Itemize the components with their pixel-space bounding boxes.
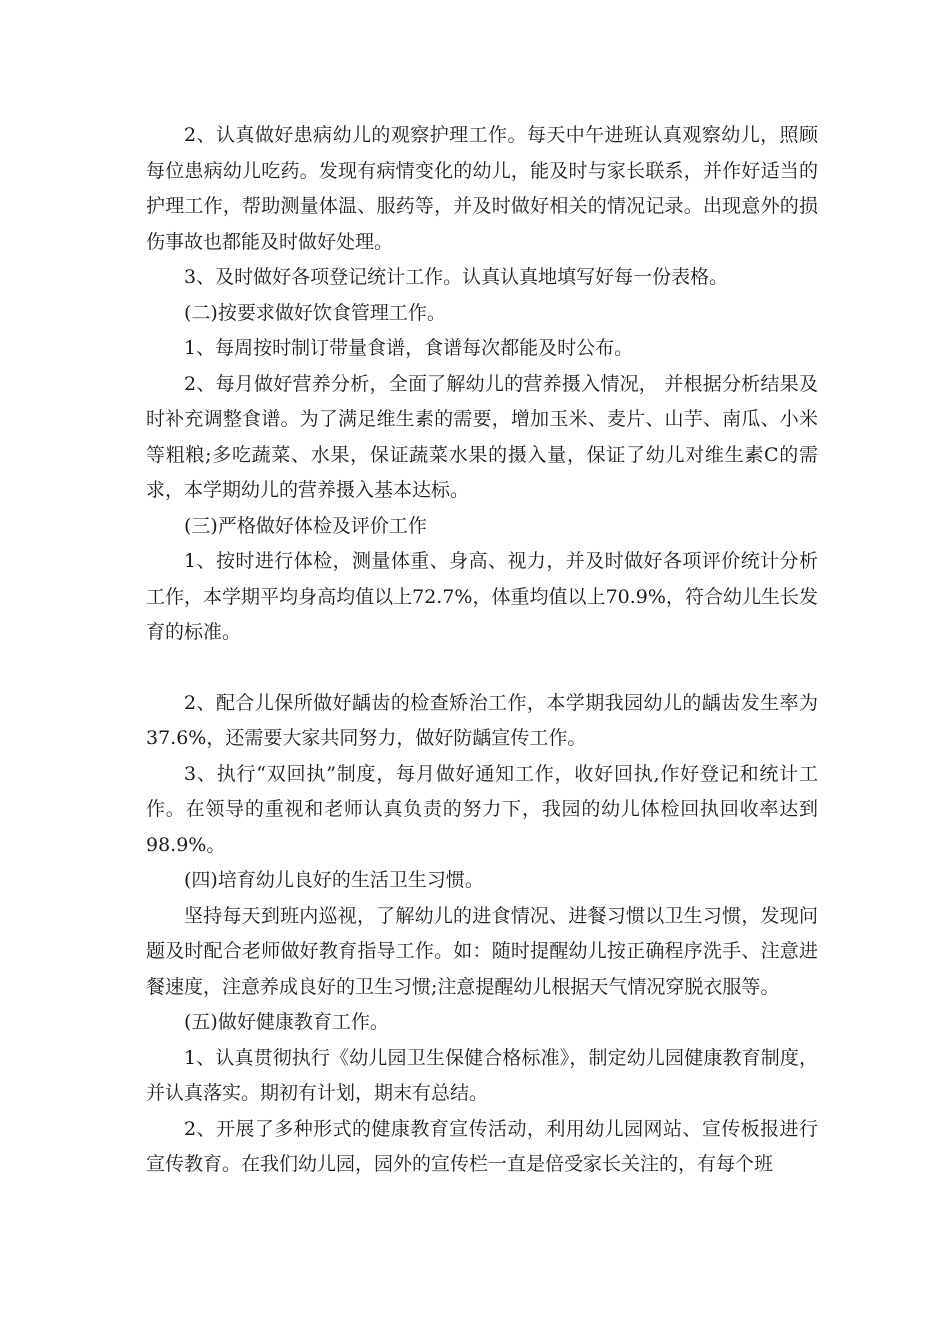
paragraph-double-receipt: 3、执行“双回执”制度，每月做好通知工作，收好回执,作好登记和统计工作。在领导的重视和老师认真负责的努力下，我园的幼儿体检回执回收率达到 98.9%。 xyxy=(146,762,818,856)
section-heading-health-education: (五)做好健康教育工作。 xyxy=(184,1011,389,1033)
paragraph-care-sick-children: 2、认真做好患病幼儿的观察护理工作。每天中午进班认真观察幼儿，照顾每位患病幼儿吃药。发现有病情变化的幼儿，能及时与家长联系，并作好适当的护理工作，帮助测量体温、服药等，并及时做好相关的情况记录。出现意外的损伤事故也都能及时做好处理。 xyxy=(146,124,818,253)
paragraph-implement-standards: 1、认真贯彻执行《幼儿园卫生保健合格标准》，制定幼儿园健康教育制度，并认真落实。期初有计划，期末有总结。 xyxy=(146,1046,818,1104)
section-heading-diet-management: (二)按要求做好饮食管理工作。 xyxy=(184,301,446,324)
paragraph-dental-caries: 2、配合儿保所做好龋齿的检查矫治工作，本学期我园幼儿的龋齿发生率为37.6%，还需要大家共同努力，做好防龋宣传工作。 xyxy=(146,691,818,749)
paragraph-education-activities: 2、开展了多种形式的健康教育宣传活动，利用幼儿园网站、宣传板报进行宣传教育。在我们幼儿园，园外的宣传栏一直是倍受家长关注的，有每个班 xyxy=(146,1117,818,1175)
document-body xyxy=(146,118,818,1183)
paragraph-weekly-menu: 1、每周按时制订带量食谱，食谱每次都能及时公布。 xyxy=(184,337,634,359)
paragraph-nutrition-analysis: 2、每月做好营养分析，全面了解幼儿的营养摄入情况， 并根据分析结果及时补充调整食谱。为了满足维生素的需要，增加玉米、麦片、山芋、南瓜、小米等粗粮;多吃蔬菜、水果，保证蔬菜水果的摄入量，保证了幼儿对维生素C的需求，本学期幼儿的营养摄入基本达标。 xyxy=(146,372,818,501)
blank-line xyxy=(146,651,818,686)
paragraph-registration-statistics: 3、及时做好各项登记统计工作。认真认真地填写好每一份表格。 xyxy=(184,266,729,288)
section-heading-health-checkup: (三)严格做好体检及评价工作 xyxy=(184,514,427,537)
paragraph-daily-inspection: 坚持每天到班内巡视，了解幼儿的进食情况、进餐习惯以卫生习惯，发现问题及时配合老师做好教育指导工作。如：随时提醒幼儿按正确程序洗手、注意进餐速度，注意养成良好的卫生习惯;注意提醒幼儿根据天气情况穿脱衣服等。 xyxy=(146,904,818,998)
section-heading-hygiene-habits: (四)培育幼儿良好的生活卫生习惯。 xyxy=(184,869,484,891)
paragraph-checkup-results: 1、按时进行体检，测量体重、身高、视力，并及时做好各项评价统计分析工作，本学期平均身高均值以上72.7%，体重均值以上70.9%，符合幼儿生长发育的标准。 xyxy=(146,550,818,643)
